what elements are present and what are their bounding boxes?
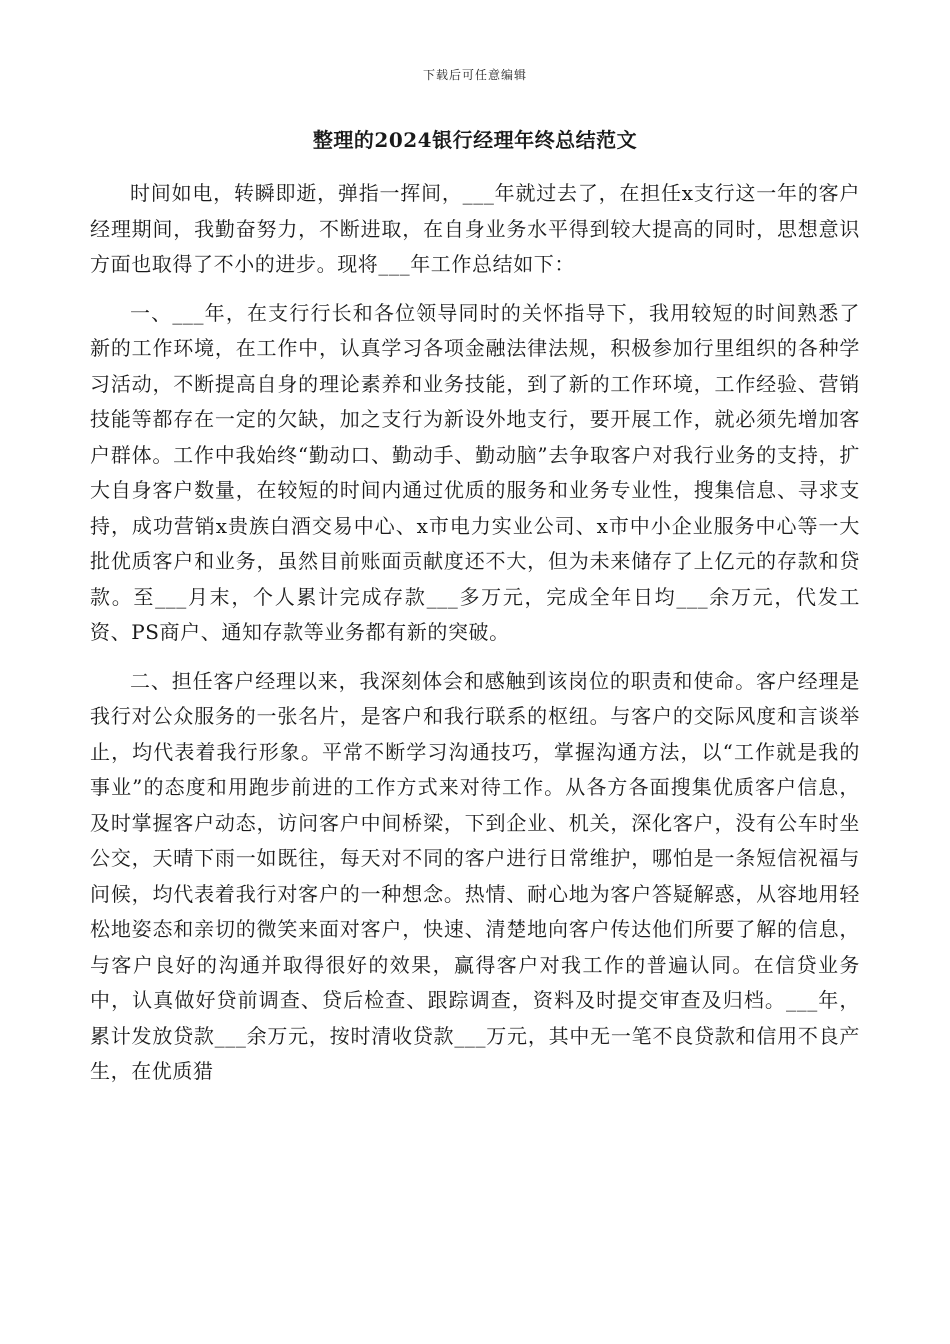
paragraph-section-one: 一、___年，在支行行长和各位领导同时的关怀指导下，我用较短的时间熟悉了新的工作环境，在工作中，认真学习各项金融法律法规，积极参加行里组织的各种学习活动，不断提高自身的理论素养和业务技能，到了新的工作环境，工作经验、营销技能等都存在一定的欠缺，加之支行为新设外地支行，要开展工作，就必须先增加客户群体。工作中我始终“勤动口、勤动手、勤动脑”去争取客户对我行业务的支持，扩大自身客户数量，在较短的时间内通过优质的服务和业务专业性，搜集信息、寻求支持，成功营销x贵族白酒交易中心、x市电力实业公司、x市中小企业服务中心等一大批优质客户和业务，虽然目前账面贡献度还不大，但为未来储存了上亿元的存款和贷款。至___月末，个人累计完成存款___多万元，完成全年日均___余万元，代发工资、PS商户、通知存款等业务都有新的突破。	[90, 300, 860, 644]
paragraph-section-two: 二、担任客户经理以来，我深刻体会和感触到该岗位的职责和使命。客户经理是我行对公众服务的一张名片，是客户和我行联系的枢纽。与客户的交际风度和言谈举止，均代表着我行形象。平常不断学习沟通技巧，掌握沟通方法，以“工作就是我的事业”的态度和用跑步前进的工作方式来对待工作。从各方各面搜集优质客户信息，及时掌握客户动态，访问客户中间桥梁，下到企业、机关，深化客户，没有公车时坐公交，天晴下雨一如既往，每天对不同的客户进行日常维护，哪怕是一条短信祝福与问候，均代表着我行对客户的一种想念。热情、耐心地为客户答疑解惑，从容地用轻松地姿态和亲切的微笑来面对客户，快速、清楚地向客户传达他们所要了解的信息，与客户良好的沟通并取得很好的效果，赢得客户对我工作的普遍认同。在信贷业务中，认真做好贷前调查、贷后检查、跟踪调查，资料及时提交审查及归档。___年，累计发放贷款___余万元，按时清收贷款___万元，其中无一笔不良贷款和信用不良产生，在优质猎	[90, 668, 860, 1083]
paragraph-intro: 时间如电，转瞬即逝，弹指一挥间，___年就过去了，在担任x支行这一年的客户经理期间，我勤奋努力，不断进取，在自身业务水平得到较大提高的同时，思想意识方面也取得了不小的进步。现将___年工作总结如下：	[90, 181, 860, 276]
document-body	[90, 176, 860, 1090]
header-note: 下载后可任意编辑	[422, 68, 527, 82]
document-title: 整理的2024银行经理年终总结范文	[312, 128, 638, 152]
